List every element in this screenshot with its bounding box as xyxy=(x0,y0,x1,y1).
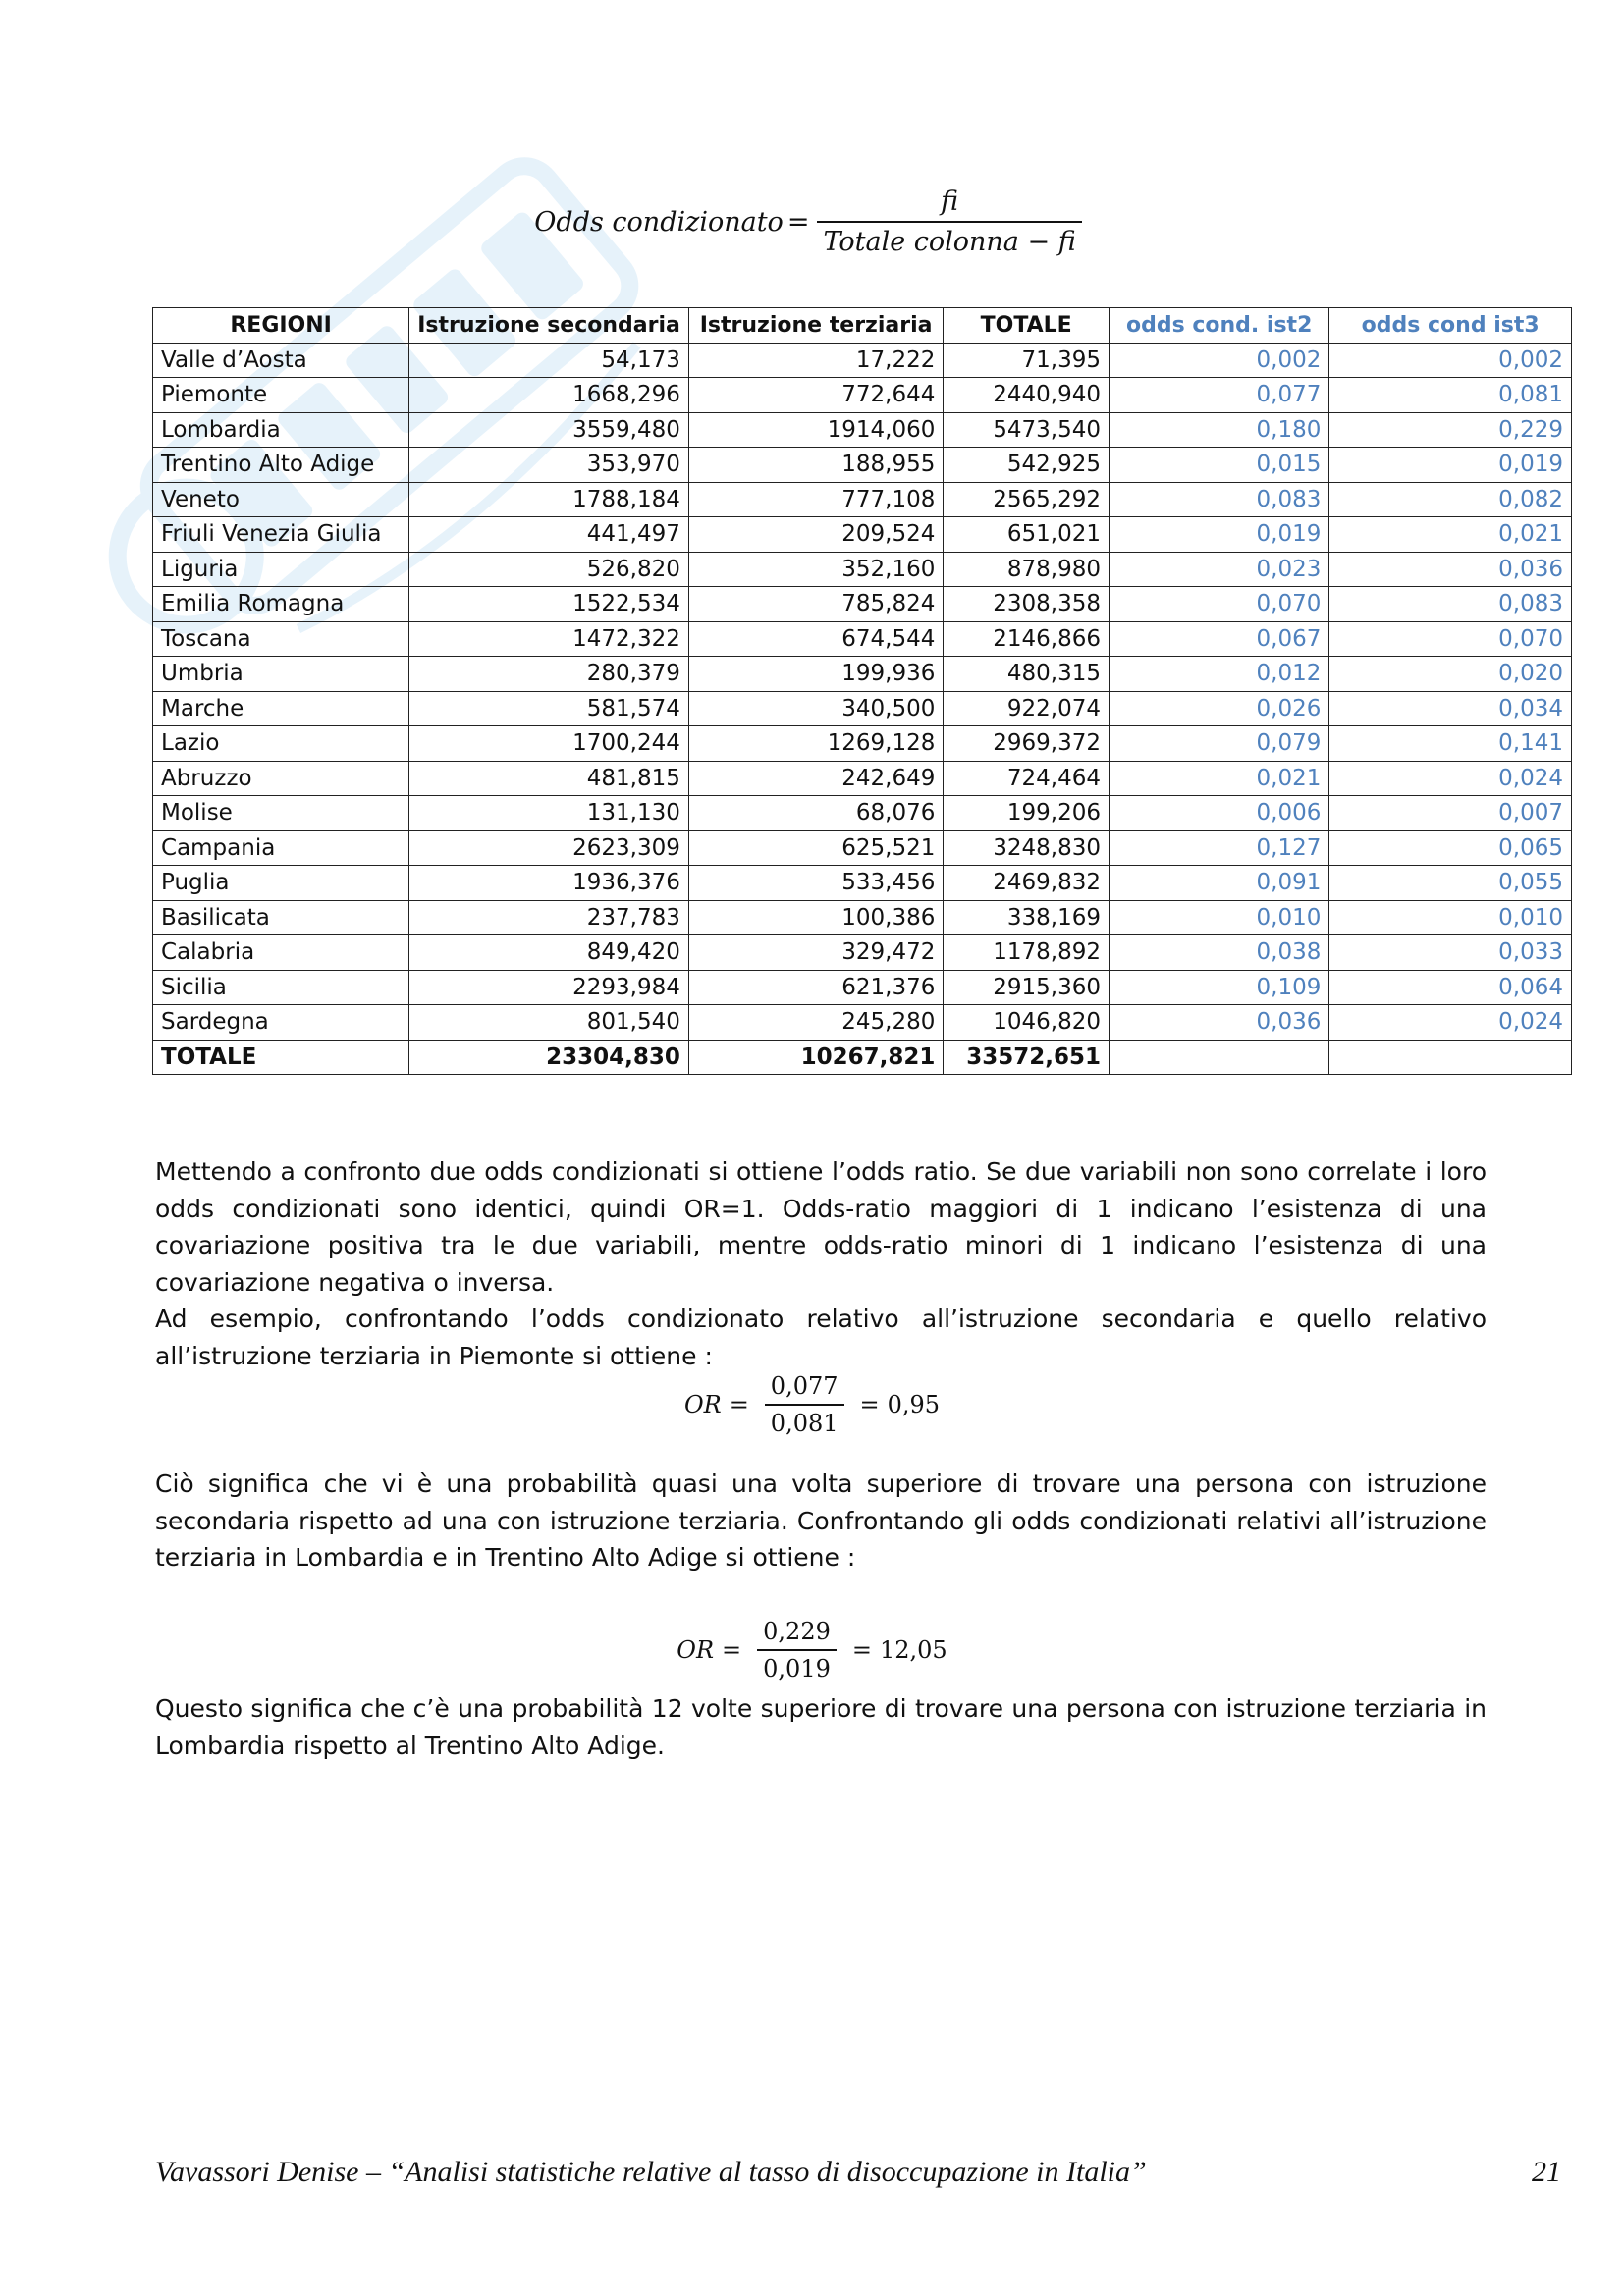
header-odds-ist3: odds cond ist3 xyxy=(1329,308,1572,344)
cell-istruzione-secondaria: 2293,984 xyxy=(409,970,689,1005)
cell-region: Marche xyxy=(153,691,409,726)
cell-istruzione-terziaria: 245,280 xyxy=(688,1005,943,1041)
table-row xyxy=(153,517,1572,553)
header-istruzione-terziaria: Istruzione terziaria xyxy=(688,308,943,344)
table-row xyxy=(153,1005,1572,1041)
paragraph-odds-ratio-intro: Mettendo a confronto due odds condizionati si ottiene l’odds ratio. Se due variabili non sono correlate i loro odds condizionati sono identici, quindi OR=1. Odds-ratio maggiori di 1 indicano l’esistenza di una covariazione positiva tra le due variabili, mentre odds-ratio minori di 1 indicano l’esistenza di una covariazione negativa o inversa. xyxy=(155,1157,1487,1297)
cell-region: Umbria xyxy=(153,657,409,692)
cell-istruzione-terziaria: 777,108 xyxy=(688,482,943,517)
cell-istruzione-terziaria: 242,649 xyxy=(688,761,943,796)
table-row xyxy=(153,621,1572,657)
eq2-denominator: 0,019 xyxy=(757,1649,837,1682)
total-cell-region: TOTALE xyxy=(153,1040,409,1075)
cell-totale: 2469,832 xyxy=(944,866,1110,901)
cell-region: Trentino Alto Adige xyxy=(153,448,409,483)
table-row xyxy=(153,657,1572,692)
total-cell-istruzione-terziaria: 10267,821 xyxy=(688,1040,943,1075)
cell-totale: 5473,540 xyxy=(944,412,1110,448)
cell-odds-ist3: 0,070 xyxy=(1329,621,1572,657)
eq1-result: 0,95 xyxy=(887,1391,941,1418)
cell-istruzione-secondaria: 526,820 xyxy=(409,552,689,587)
cell-odds-ist2: 0,079 xyxy=(1110,726,1329,762)
cell-istruzione-secondaria: 1788,184 xyxy=(409,482,689,517)
cell-odds-ist3: 0,019 xyxy=(1329,448,1572,483)
cell-region: Liguria xyxy=(153,552,409,587)
cell-totale: 2146,866 xyxy=(944,621,1110,657)
table-row xyxy=(153,552,1572,587)
cell-odds-ist2: 0,109 xyxy=(1110,970,1329,1005)
total-cell-istruzione-secondaria: 23304,830 xyxy=(409,1040,689,1075)
cell-odds-ist3: 0,020 xyxy=(1329,657,1572,692)
cell-istruzione-secondaria: 1700,244 xyxy=(409,726,689,762)
cell-odds-ist2: 0,023 xyxy=(1110,552,1329,587)
cell-odds-ist3: 0,082 xyxy=(1329,482,1572,517)
cell-istruzione-secondaria: 1522,534 xyxy=(409,587,689,622)
cell-odds-ist3: 0,002 xyxy=(1329,343,1572,378)
header-regioni: REGIONI xyxy=(153,308,409,344)
cell-region: Lombardia xyxy=(153,412,409,448)
eq1-numerator: 0,077 xyxy=(770,1372,839,1400)
cell-odds-ist3: 0,064 xyxy=(1329,970,1572,1005)
cell-istruzione-secondaria: 849,420 xyxy=(409,935,689,971)
paragraph-interpretation: Ciò significa che vi è una probabilità quasi una volta superiore di trovare una persona con istruzione secondaria rispetto ad una con istruzione terziaria. Confrontando gli odds condizionati relativi all’istruzione terziaria in Lombardia e in Trentino Alto Adige si ottiene : xyxy=(155,1469,1487,1572)
cell-odds-ist3: 0,010 xyxy=(1329,900,1572,935)
table-row xyxy=(153,830,1572,866)
table-row xyxy=(153,970,1572,1005)
table-row xyxy=(153,796,1572,831)
cell-istruzione-secondaria: 2623,309 xyxy=(409,830,689,866)
header-istruzione-secondaria: Istruzione secondaria xyxy=(409,308,689,344)
regions-table xyxy=(152,307,1572,1075)
table-row xyxy=(153,343,1572,378)
cell-odds-ist2: 0,002 xyxy=(1110,343,1329,378)
cell-istruzione-terziaria: 68,076 xyxy=(688,796,943,831)
cell-odds-ist2: 0,091 xyxy=(1110,866,1329,901)
cell-odds-ist3: 0,141 xyxy=(1329,726,1572,762)
cell-istruzione-secondaria: 280,379 xyxy=(409,657,689,692)
cell-totale: 922,074 xyxy=(944,691,1110,726)
cell-odds-ist3: 0,033 xyxy=(1329,935,1572,971)
cell-odds-ist2: 0,012 xyxy=(1110,657,1329,692)
table-row xyxy=(153,378,1572,413)
cell-odds-ist3: 0,007 xyxy=(1329,796,1572,831)
table-header-row xyxy=(153,308,1572,344)
cell-region: Piemonte xyxy=(153,378,409,413)
cell-totale: 1046,820 xyxy=(944,1005,1110,1041)
table-total-row xyxy=(153,1040,1572,1075)
cell-odds-ist3: 0,229 xyxy=(1329,412,1572,448)
cell-istruzione-terziaria: 329,472 xyxy=(688,935,943,971)
eq1-equals: = xyxy=(729,1391,749,1418)
cell-totale: 3248,830 xyxy=(944,830,1110,866)
cell-odds-ist2: 0,021 xyxy=(1110,761,1329,796)
cell-istruzione-terziaria: 340,500 xyxy=(688,691,943,726)
cell-totale: 2308,358 xyxy=(944,587,1110,622)
equation-or-piemonte xyxy=(0,1372,1624,1437)
cell-region: Molise xyxy=(153,796,409,831)
cell-region: Abruzzo xyxy=(153,761,409,796)
cell-odds-ist3: 0,036 xyxy=(1329,552,1572,587)
eq1-fraction xyxy=(765,1372,844,1437)
total-cell-totale: 33572,651 xyxy=(944,1040,1110,1075)
cell-odds-ist2: 0,180 xyxy=(1110,412,1329,448)
cell-istruzione-terziaria: 209,524 xyxy=(688,517,943,553)
cell-totale: 199,206 xyxy=(944,796,1110,831)
eq1-lhs: OR xyxy=(683,1391,722,1418)
cell-totale: 2565,292 xyxy=(944,482,1110,517)
cell-totale: 480,315 xyxy=(944,657,1110,692)
cell-istruzione-secondaria: 581,574 xyxy=(409,691,689,726)
eq2-lhs: OR xyxy=(677,1636,715,1664)
cell-odds-ist3: 0,034 xyxy=(1329,691,1572,726)
cell-istruzione-terziaria: 674,544 xyxy=(688,621,943,657)
table-row xyxy=(153,726,1572,762)
cell-totale: 1178,892 xyxy=(944,935,1110,971)
cell-istruzione-secondaria: 441,497 xyxy=(409,517,689,553)
cell-totale: 651,021 xyxy=(944,517,1110,553)
equation-or-lombardia xyxy=(0,1618,1624,1682)
cell-totale: 2440,940 xyxy=(944,378,1110,413)
cell-istruzione-terziaria: 17,222 xyxy=(688,343,943,378)
cell-istruzione-terziaria: 100,386 xyxy=(688,900,943,935)
cell-istruzione-terziaria: 1269,128 xyxy=(688,726,943,762)
cell-odds-ist2: 0,010 xyxy=(1110,900,1329,935)
cell-region: Friuli Venezia Giulia xyxy=(153,517,409,553)
cell-region: Veneto xyxy=(153,482,409,517)
table-row xyxy=(153,761,1572,796)
cell-odds-ist3: 0,083 xyxy=(1329,587,1572,622)
cell-totale: 724,464 xyxy=(944,761,1110,796)
cell-istruzione-secondaria: 131,130 xyxy=(409,796,689,831)
cell-istruzione-terziaria: 188,955 xyxy=(688,448,943,483)
cell-region: Valle d’Aosta xyxy=(153,343,409,378)
eq2-numerator: 0,229 xyxy=(763,1618,831,1645)
cell-totale: 2969,372 xyxy=(944,726,1110,762)
cell-odds-ist3: 0,081 xyxy=(1329,378,1572,413)
odds-formula xyxy=(0,187,1624,257)
header-odds-ist2: odds cond. ist2 xyxy=(1110,308,1329,344)
cell-istruzione-terziaria: 533,456 xyxy=(688,866,943,901)
cell-region: Emilia Romagna xyxy=(153,587,409,622)
eq2-equals-2: = xyxy=(851,1636,872,1664)
eq2-equals: = xyxy=(722,1636,742,1664)
cell-odds-ist2: 0,077 xyxy=(1110,378,1329,413)
cell-istruzione-secondaria: 3559,480 xyxy=(409,412,689,448)
cell-region: Toscana xyxy=(153,621,409,657)
table-row xyxy=(153,691,1572,726)
cell-istruzione-secondaria: 801,540 xyxy=(409,1005,689,1041)
cell-odds-ist2: 0,070 xyxy=(1110,587,1329,622)
table-row xyxy=(153,482,1572,517)
cell-odds-ist2: 0,127 xyxy=(1110,830,1329,866)
cell-odds-ist2: 0,036 xyxy=(1110,1005,1329,1041)
cell-istruzione-terziaria: 785,824 xyxy=(688,587,943,622)
paragraph-example-piemonte: Ad esempio, confrontando l’odds condizionato relativo all’istruzione secondaria e quello relativo all’istruzione terziaria in Piemonte si ottiene : xyxy=(155,1305,1487,1370)
cell-region: Lazio xyxy=(153,726,409,762)
formula-lhs: Odds condizionato xyxy=(534,206,784,238)
table-row xyxy=(153,412,1572,448)
cell-istruzione-terziaria: 1914,060 xyxy=(688,412,943,448)
eq2-result: 12,05 xyxy=(879,1636,947,1664)
table-body xyxy=(153,343,1572,1075)
page-number: 21 xyxy=(1532,2156,1561,2188)
table-row xyxy=(153,587,1572,622)
cell-region: Sicilia xyxy=(153,970,409,1005)
cell-odds-ist3: 0,021 xyxy=(1329,517,1572,553)
table-row xyxy=(153,900,1572,935)
cell-odds-ist3: 0,065 xyxy=(1329,830,1572,866)
footer-text: Vavassori Denise – “Analisi statistiche relative al tasso di disoccupazione in Italia” xyxy=(155,2156,1147,2188)
eq1-denominator: 0,081 xyxy=(765,1404,844,1437)
equals-sign: = xyxy=(786,206,810,238)
total-cell-odds-ist3 xyxy=(1329,1040,1572,1075)
cell-region: Campania xyxy=(153,830,409,866)
cell-odds-ist2: 0,019 xyxy=(1110,517,1329,553)
cell-region: Sardegna xyxy=(153,1005,409,1041)
cell-istruzione-secondaria: 1668,296 xyxy=(409,378,689,413)
eq2-fraction xyxy=(757,1618,837,1682)
table-row xyxy=(153,935,1572,971)
cell-region: Puglia xyxy=(153,866,409,901)
cell-totale: 338,169 xyxy=(944,900,1110,935)
table-row xyxy=(153,866,1572,901)
eq1-equals-2: = xyxy=(859,1391,880,1418)
cell-totale: 542,925 xyxy=(944,448,1110,483)
formula-denominator: Totale colonna − fi xyxy=(817,221,1081,257)
cell-istruzione-terziaria: 199,936 xyxy=(688,657,943,692)
cell-istruzione-secondaria: 481,815 xyxy=(409,761,689,796)
cell-odds-ist3: 0,055 xyxy=(1329,866,1572,901)
formula-numerator: fi xyxy=(941,187,959,217)
cell-istruzione-terziaria: 621,376 xyxy=(688,970,943,1005)
cell-istruzione-secondaria: 1936,376 xyxy=(409,866,689,901)
header-totale: TOTALE xyxy=(944,308,1110,344)
cell-odds-ist3: 0,024 xyxy=(1329,761,1572,796)
cell-totale: 71,395 xyxy=(944,343,1110,378)
cell-region: Calabria xyxy=(153,935,409,971)
formula-fraction xyxy=(817,187,1081,257)
cell-odds-ist2: 0,015 xyxy=(1110,448,1329,483)
cell-istruzione-secondaria: 353,970 xyxy=(409,448,689,483)
cell-istruzione-terziaria: 772,644 xyxy=(688,378,943,413)
cell-odds-ist2: 0,026 xyxy=(1110,691,1329,726)
paragraph-conclusion: Questo significa che c’è una probabilità 12 volte superiore di trovare una persona con istruzione terziaria in Lombardia rispetto al Trentino Alto Adige. xyxy=(155,1694,1487,1760)
cell-totale: 2915,360 xyxy=(944,970,1110,1005)
cell-totale: 878,980 xyxy=(944,552,1110,587)
cell-region: Basilicata xyxy=(153,900,409,935)
cell-odds-ist3: 0,024 xyxy=(1329,1005,1572,1041)
cell-odds-ist2: 0,038 xyxy=(1110,935,1329,971)
table-row xyxy=(153,448,1572,483)
cell-istruzione-terziaria: 625,521 xyxy=(688,830,943,866)
cell-istruzione-terziaria: 352,160 xyxy=(688,552,943,587)
cell-istruzione-secondaria: 54,173 xyxy=(409,343,689,378)
cell-istruzione-secondaria: 237,783 xyxy=(409,900,689,935)
cell-odds-ist2: 0,067 xyxy=(1110,621,1329,657)
cell-odds-ist2: 0,083 xyxy=(1110,482,1329,517)
total-cell-odds-ist2 xyxy=(1110,1040,1329,1075)
cell-odds-ist2: 0,006 xyxy=(1110,796,1329,831)
cell-istruzione-secondaria: 1472,322 xyxy=(409,621,689,657)
